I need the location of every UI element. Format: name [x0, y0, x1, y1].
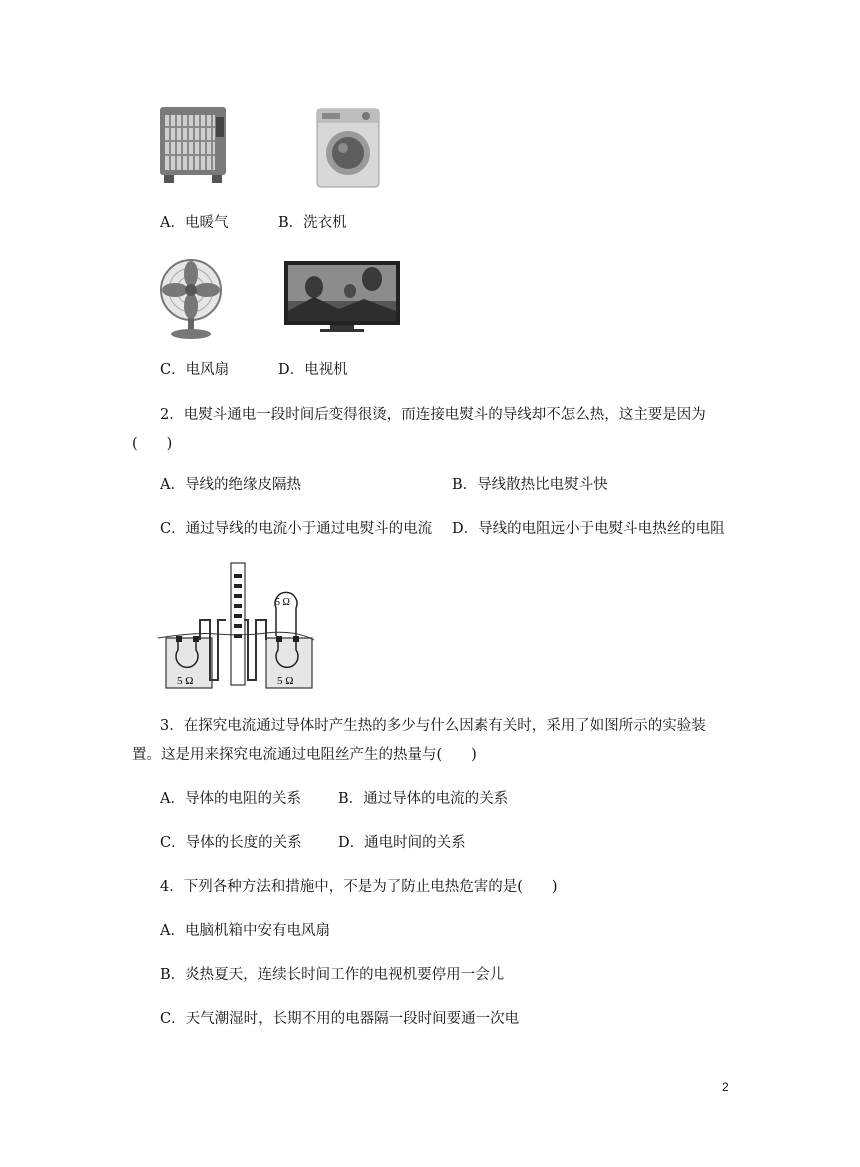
q2-option-b: B．导线散热比电熨斗快	[452, 477, 608, 493]
joule-heating-apparatus-diagram	[156, 560, 316, 692]
page-number: 2	[722, 1080, 729, 1094]
q3-stem-line1: 3．在探究电流通过导体时产生热的多少与什么因素有关时，采用了如图所示的实验装	[160, 718, 706, 734]
q2-stem-line1: 2．电熨斗通电一段时间后变得很烫，而连接电熨斗的导线却不怎么热，这主要是因为	[160, 407, 706, 423]
electric-fan-icon	[158, 258, 228, 340]
q3-stem-line2: 置。这是用来探究电流通过电阻丝产生的热量与( )	[132, 747, 477, 763]
q3-option-d: D．通电时间的关系	[338, 835, 466, 851]
q4-stem: 4．下列各种方法和措施中，不是为了防止电热危害的是( )	[160, 879, 558, 895]
left-resistor-label: 5 Ω	[177, 675, 194, 687]
q2-option-d: D．导线的电阻远小于电熨斗电热丝的电阻	[452, 521, 725, 537]
q4-option-b: B．炎热夏天，连续长时间工作的电视机要停用一会儿	[160, 967, 505, 983]
q1-option-c: C．电风扇	[160, 362, 230, 378]
washing-machine-icon	[316, 108, 380, 188]
q3-option-a: A．导体的电阻的关系	[160, 791, 301, 807]
q2-option-a: A．导线的绝缘皮隔热	[160, 477, 301, 493]
q4-option-a: A．电脑机箱中安有电风扇	[160, 923, 330, 939]
right-resistor-label: 5 Ω	[277, 675, 294, 687]
q4-option-c: C．天气潮湿时，长期不用的电器隔一段时间要通一次电	[160, 1011, 520, 1027]
q1-option-b: B．洗衣机	[278, 215, 347, 231]
electric-heater-icon	[158, 105, 228, 185]
q2-option-c: C．通过导线的电流小于通过电熨斗的电流	[160, 521, 433, 537]
q1-option-d: D．电视机	[278, 362, 348, 378]
q1-option-a: A．电暖气	[160, 215, 229, 231]
television-icon	[284, 261, 400, 333]
q3-option-c: C．导体的长度的关系	[160, 835, 302, 851]
external-resistor-label: 5 Ω	[275, 597, 290, 608]
q2-stem-line2: ( )	[132, 436, 173, 452]
q3-option-b: B．通过导体的电流的关系	[338, 791, 509, 807]
